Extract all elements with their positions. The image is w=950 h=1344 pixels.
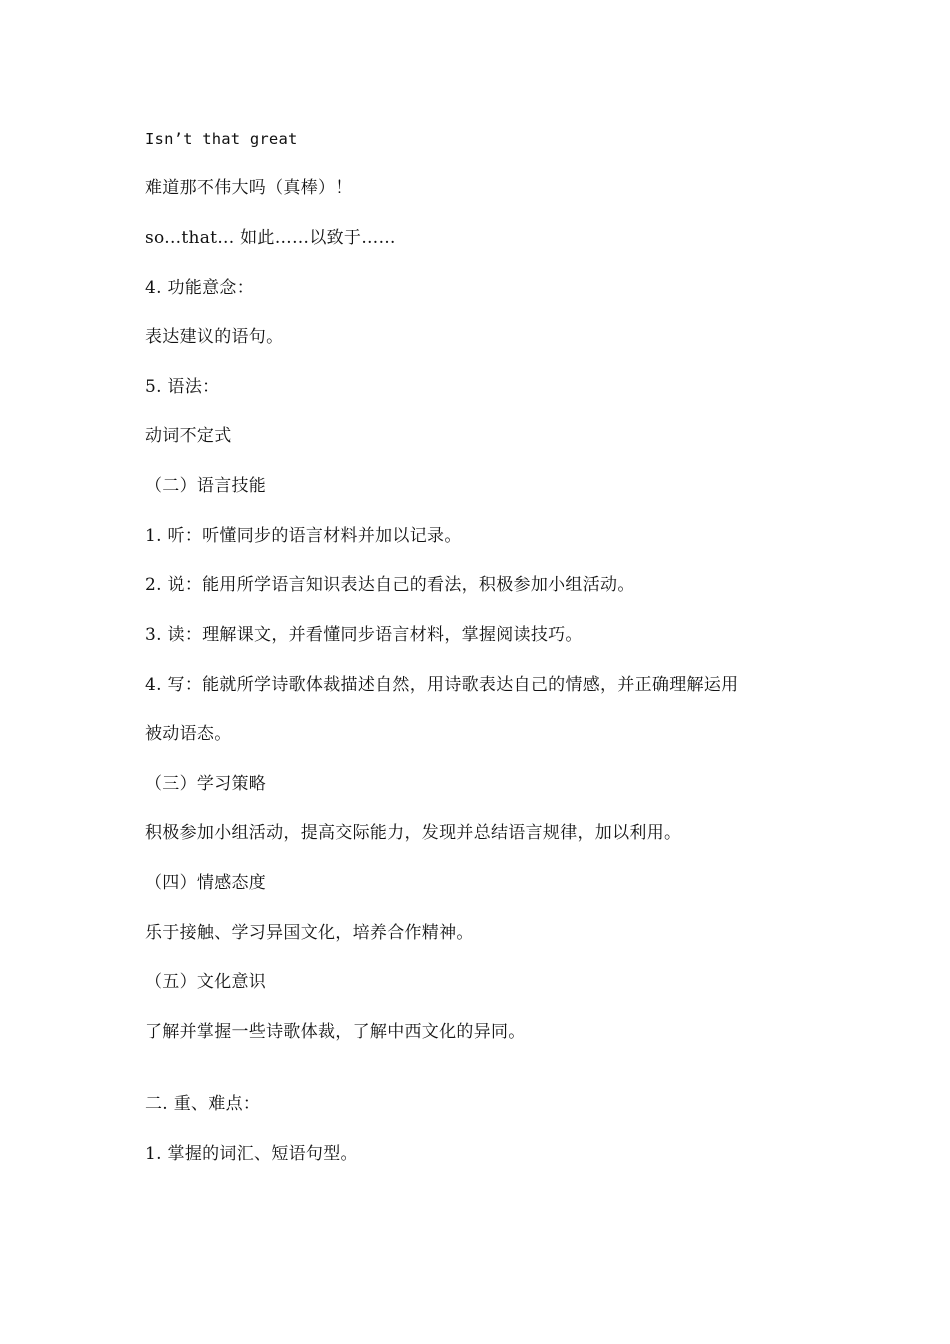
- example-sentence-english: Isn’t that great: [145, 130, 298, 148]
- section-heading-attitude: （四）情感态度: [145, 873, 267, 893]
- attitude-content: 乐于接触、学习异国文化，培养合作精神。: [145, 923, 474, 943]
- culture-content: 了解并掌握一些诗歌体裁，了解中西文化的异同。: [145, 1022, 526, 1042]
- skill-writing-continued: 被动语态。: [145, 724, 232, 744]
- skill-reading: 3. 读：理解课文，并看懂同步语言材料，掌握阅读技巧。: [145, 625, 583, 645]
- example-sentence-translation: 难道那不伟大吗（真棒）！: [145, 178, 353, 198]
- grammar-content: 动词不定式: [145, 426, 232, 446]
- section-heading-grammar: 5. 语法：: [145, 377, 220, 397]
- section-heading-learning-strategies: （三）学习策略: [145, 774, 267, 794]
- section-heading-key-points: 二. 重、难点：: [145, 1094, 261, 1114]
- functions-content: 表达建议的语句。: [145, 327, 284, 347]
- skill-speaking: 2. 说：能用所学语言知识表达自己的看法，积极参加小组活动。: [145, 575, 635, 595]
- section-heading-functions: 4. 功能意念：: [145, 278, 255, 298]
- section-heading-language-skills: （二）语言技能: [145, 476, 267, 496]
- skill-writing: 4. 写：能就所学诗歌体裁描述自然，用诗歌表达自己的情感，并正确理解运用: [145, 675, 739, 695]
- phrase-so-that: so...that... 如此……以致于……: [145, 228, 396, 248]
- learning-strategies-content: 积极参加小组活动，提高交际能力，发现并总结语言规律，加以利用。: [145, 823, 682, 843]
- skill-listening: 1. 听：听懂同步的语言材料并加以记录。: [145, 526, 462, 546]
- key-point-1: 1. 掌握的词汇、短语句型。: [145, 1144, 358, 1164]
- section-heading-culture: （五）文化意识: [145, 972, 267, 992]
